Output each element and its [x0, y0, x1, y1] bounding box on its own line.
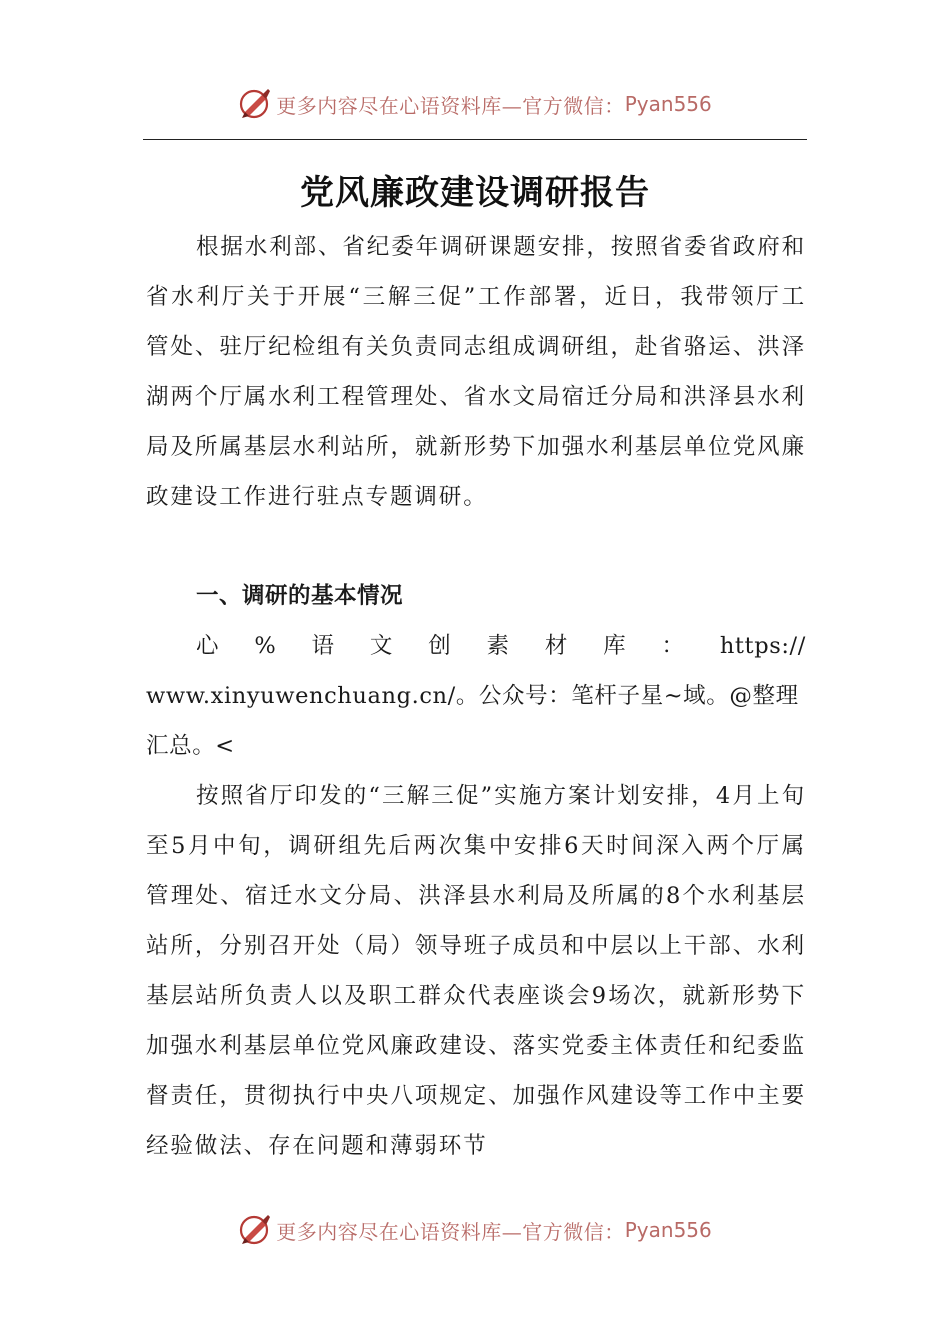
section-heading: 一、调研的基本情况: [196, 583, 404, 609]
watermark-char: 材: [544, 633, 568, 659]
header-banner: [0, 84, 950, 124]
watermark-char: 文: [369, 633, 393, 659]
watermark-char: 创: [428, 633, 452, 659]
watermark-char: ：: [661, 633, 685, 659]
intro-paragraph: 根据水利部、省纪委年调研课题安排，按照省委省政府和省水利厅关于开展“三解三促”工作部署，近日，我带领厅工管处、驻厅纪检组有关负责同志组成调研组，赴省骆运、洪泽湖两个厅属水利工程管理处、省水文局宿迁分局和洪泽县水利局及所属基层水利站所，就新形势下加强水利基层单位党风廉政建设工作进行驻点专题调研。: [146, 234, 807, 510]
spacer: [146, 522, 806, 571]
pen-logo-icon: [238, 87, 272, 121]
watermark-char: 素: [486, 633, 510, 659]
header-banner-text: 更多内容尽在心语资料库—官方微信：: [276, 93, 625, 118]
header-divider: [143, 139, 807, 140]
watermark-char: 语: [311, 633, 335, 659]
watermark-line-2: www.xinyuwenchuang.cn/。公众号：笔杆子星~域。@整理: [146, 683, 799, 709]
footer-wechat-id: Pyan556: [624, 1218, 712, 1242]
header-wechat-id: Pyan556: [624, 92, 712, 116]
body-paragraph: 按照省厅印发的“三解三促”实施方案计划安排，4月上旬至5月中旬，调研组先后两次集中安排6天时间深入两个厅属管理处、宿迁水文分局、洪泽县水利局及所属的8个水利基层站所，分别召开处（局）领导班子成员和中层以上干部、水利基层站所负责人以及职工群众代表座谈会9场次，就新形势下加强水利基层单位党风廉政建设、落实党委主体责任和纪委监督责任，贯彻执行中央八项规定、加强作风建设等工作中主要经验做法、存在问题和薄弱环节: [146, 783, 806, 1159]
page-title: 党风廉政建设调研报告: [300, 172, 650, 213]
document-body: [146, 222, 806, 1171]
footer-banner-text: 更多内容尽在心语资料库—官方微信：: [276, 1219, 625, 1244]
watermark-url-start: https://: [719, 633, 806, 659]
pen-logo-icon: [238, 1213, 272, 1247]
footer-banner: [0, 1210, 950, 1250]
watermark-char: 心: [196, 633, 220, 659]
watermark-line-3: 汇总。<: [146, 733, 235, 759]
watermark-paragraph: [146, 621, 806, 771]
watermark-line-1: [146, 621, 806, 671]
watermark-char: 库: [603, 633, 627, 659]
watermark-char: %: [254, 633, 277, 659]
